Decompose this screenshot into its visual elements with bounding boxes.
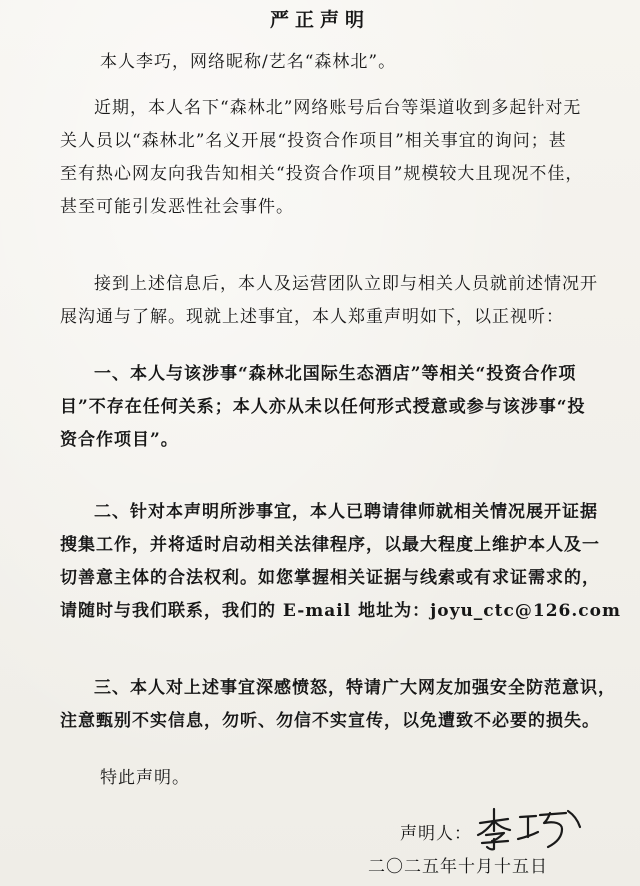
text-line: 至有热心网友向我告知相关“投资合作项目”规模较大且现况不佳， bbox=[60, 164, 584, 184]
text-line: 资合作项目”。 bbox=[60, 430, 179, 450]
text-line: 展沟通与了解。现就上述事宜，本人郑重声明如下，以正视听： bbox=[60, 307, 564, 327]
text-line-email: 请随时与我们联系，我们的 E-mail 地址为：joyu_ctc@126.com bbox=[60, 601, 621, 621]
text-line: 注意甄别不实信息，勿听、勿信不实宣传，以免遭致不必要的损失。 bbox=[60, 711, 600, 731]
signature-block bbox=[400, 805, 620, 851]
signature-label: 声明人： bbox=[400, 824, 472, 844]
text-line: 一、本人与该涉事“森林北国际生态酒店”等相关“投资合作项 bbox=[94, 364, 577, 384]
text-line: 甚至可能引发恶性社会事件。 bbox=[60, 197, 294, 217]
text-line: 近期，本人名下“森林北”网络账号后台等渠道收到多起针对无 bbox=[94, 98, 582, 118]
text-line: 特此声明。 bbox=[100, 768, 190, 788]
paragraph-closing bbox=[100, 762, 620, 795]
text-line: 搜集工作，并将适时启动相关法律程序，以最大程度上维护本人及一 bbox=[60, 535, 600, 555]
paragraph-point-one bbox=[60, 358, 620, 457]
statement-date: 二〇二五年十月十五日 bbox=[368, 857, 548, 877]
text-line: 目”不存在任何关系；本人亦从未以任何形式授意或参与该涉事“投 bbox=[60, 397, 586, 417]
text-line: 三、本人对上述事宜深感愤怒，特请广大网友加强安全防范意识， bbox=[94, 678, 616, 698]
text-line: 切善意主体的合法权利。如您掌握相关证据与线索或有求证需求的， bbox=[60, 568, 600, 588]
paragraph-point-two bbox=[60, 496, 620, 628]
text-line: 本人李巧，网络昵称/艺名“森林北”。 bbox=[100, 52, 397, 72]
text-line: 接到上述信息后，本人及运营团队立即与相关人员就前述情况开 bbox=[94, 274, 598, 294]
paragraph-identity bbox=[100, 46, 620, 79]
document-title: 严正声明 bbox=[269, 9, 370, 31]
paragraph-background bbox=[60, 92, 620, 224]
paragraph-point-three bbox=[60, 672, 620, 738]
text-line: 二、针对本声明所涉事宜，本人已聘请律师就相关情况展开证据 bbox=[94, 502, 598, 522]
handwritten-signature bbox=[474, 805, 584, 851]
text-line: 关人员以“森林北”名义开展“投资合作项目”相关事宜的询问；甚 bbox=[60, 131, 567, 151]
paragraph-response bbox=[60, 268, 620, 334]
